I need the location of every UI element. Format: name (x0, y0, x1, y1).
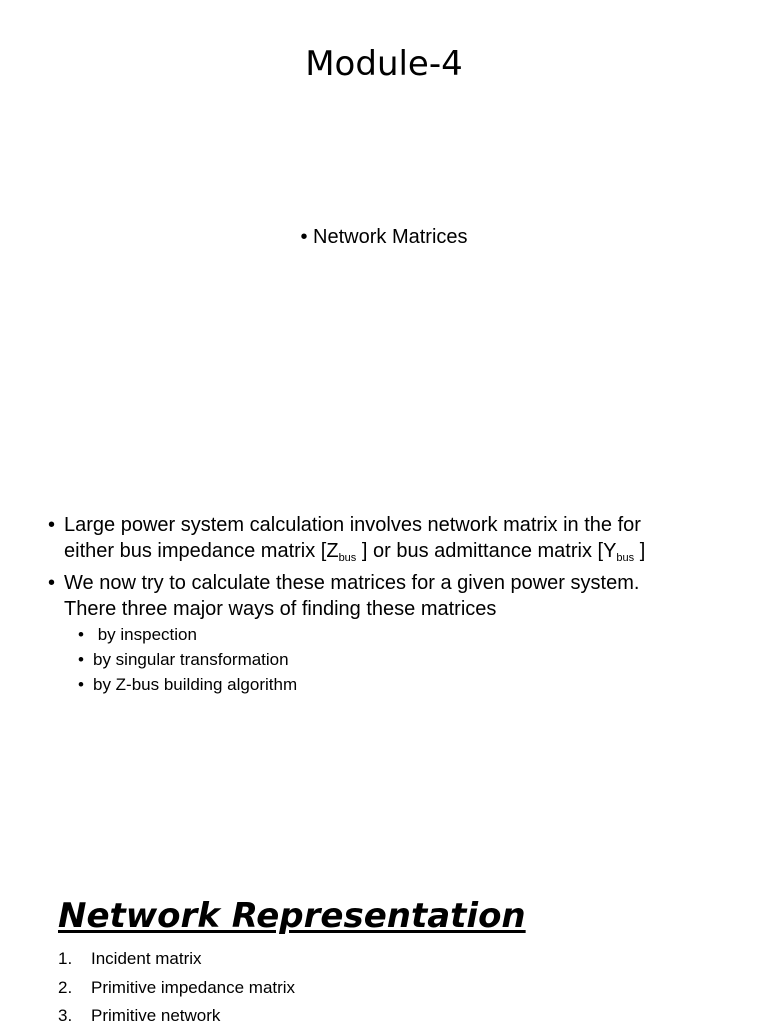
sub-bullet-text: by singular transformation (93, 650, 289, 669)
item-text: Primitive network (91, 1006, 221, 1025)
bullet-item-1-line-1: Large power system calculation involves network matrix in the for (64, 514, 641, 536)
section-heading: Network Representation (58, 896, 526, 936)
item-text: Incident matrix (91, 949, 202, 968)
sub-bullet-marker: • (78, 675, 84, 694)
y-bus-subscript: bus (616, 552, 635, 564)
item-number: 1. (58, 949, 73, 968)
bullet-item-1-line-2 (64, 538, 748, 564)
line-2-text-c: ] (634, 540, 646, 562)
item-text: Primitive impedance matrix (91, 977, 296, 997)
line-2-text-a: either bus impedance matrix [Z (64, 540, 339, 562)
numbered-item-incident-matrix (58, 945, 295, 974)
numbered-item-primitive-network (58, 1002, 295, 1031)
sub-bullet-marker: • (78, 625, 84, 644)
bullet-item-1 (48, 512, 748, 564)
sub-bullet-item-singular-transformation (78, 647, 748, 672)
subtitle-bullet-item (0, 224, 768, 250)
bullet-marker: • (300, 226, 308, 248)
bullet-item-2-line-2: There three major ways of finding these matrices (64, 598, 497, 620)
bullet-marker: • (48, 572, 56, 594)
numbered-list (58, 945, 295, 1031)
item-number: 3. (58, 1006, 73, 1025)
sub-bullet-text: by inspection (93, 625, 197, 644)
numbered-item-primitive-impedance-matrix (58, 974, 295, 1003)
sub-bullet-marker: • (78, 650, 84, 669)
bullet-marker: • (48, 514, 56, 536)
bullet-item-2-line-1: We now try to calculate these matrices for a given power system. (64, 572, 640, 594)
main-bullet-list (48, 512, 748, 697)
slide-title: Module-4 (305, 44, 463, 84)
sub-bullet-text: by Z-bus building algorithm (93, 675, 298, 694)
bullet-item-2 (48, 570, 748, 697)
z-bus-subscript: bus (338, 552, 357, 564)
sub-bullet-item-inspection (78, 622, 748, 647)
subtitle-text: Network Matrices (313, 226, 468, 248)
sub-bullet-list (64, 622, 748, 697)
line-2-text-b: ] or bus admittance matrix [Y (356, 540, 617, 562)
item-number: 2. (58, 977, 73, 997)
sub-bullet-item-zbus-algorithm (78, 672, 748, 697)
